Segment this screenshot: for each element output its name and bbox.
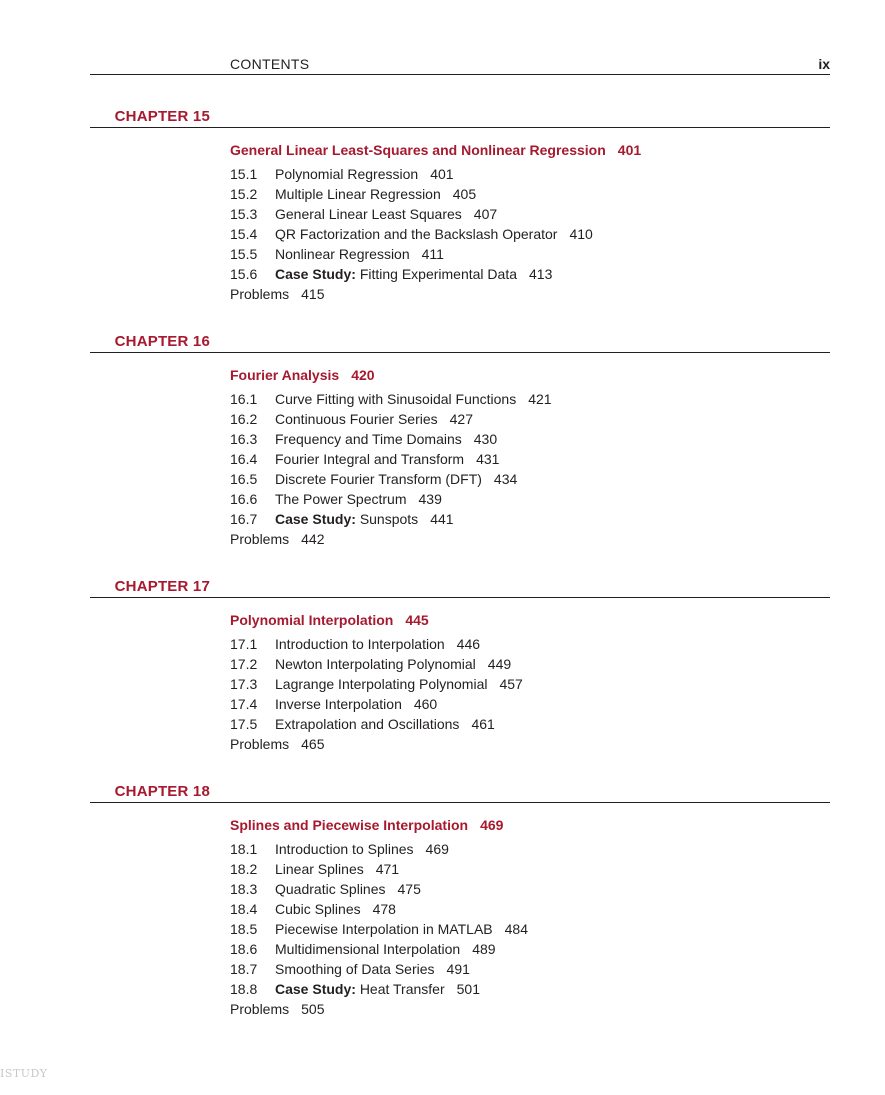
section-title: Piecewise Interpolation in MATLAB <box>275 921 493 937</box>
problems-label: Problems <box>230 286 290 302</box>
problems-page: 465 <box>301 736 325 752</box>
section-entry[interactable] <box>230 244 830 264</box>
chapter-header <box>90 782 830 803</box>
section-entry[interactable] <box>230 959 830 979</box>
section-page: 430 <box>473 431 498 447</box>
chapter-header <box>90 577 830 598</box>
section-number: 15.6 <box>230 266 258 282</box>
chapter-page: 445 <box>405 612 429 628</box>
section-number: 15.2 <box>230 186 258 202</box>
section-page: 405 <box>452 186 477 202</box>
section-page: 401 <box>430 166 454 182</box>
section-entry[interactable] <box>230 409 830 429</box>
problems-entry[interactable] <box>230 529 830 549</box>
problems-entry[interactable] <box>230 999 830 1019</box>
section-number: 18.7 <box>230 961 258 977</box>
section-number: 17.5 <box>230 716 258 732</box>
chapter-title-link[interactable] <box>230 610 830 630</box>
section-number: 18.5 <box>230 921 258 937</box>
section-entry[interactable] <box>230 204 830 224</box>
section-title: Introduction to Interpolation <box>275 636 445 652</box>
section-entry[interactable] <box>230 224 830 244</box>
section-number: 17.3 <box>230 676 258 692</box>
chapter-label: CHAPTER 15 <box>114 108 210 125</box>
section-number: 18.8 <box>230 981 258 997</box>
section-entry[interactable] <box>230 469 830 489</box>
section-entry[interactable] <box>230 839 830 859</box>
section-number: 17.4 <box>230 696 258 712</box>
section-page: 460 <box>413 696 438 712</box>
section-page: 457 <box>499 676 523 692</box>
chapter-page: 420 <box>351 367 375 383</box>
chapter-block <box>90 782 830 1019</box>
section-number: 15.4 <box>230 226 258 242</box>
section-entry[interactable] <box>230 899 830 919</box>
section-entry[interactable] <box>230 879 830 899</box>
chapter-label: CHAPTER 17 <box>114 578 210 595</box>
problems-entry[interactable] <box>230 284 830 304</box>
section-title: Introduction to Splines <box>275 841 414 857</box>
chapter-block <box>90 577 830 754</box>
section-number: 16.1 <box>230 391 258 407</box>
problems-entry[interactable] <box>230 734 830 754</box>
section-title: Sunspots <box>359 511 419 527</box>
section-page: 501 <box>456 981 480 997</box>
section-number: 18.1 <box>230 841 258 857</box>
chapter-title: Splines and Piecewise Interpolation <box>230 817 469 833</box>
section-entry[interactable] <box>230 489 830 509</box>
section-page: 411 <box>421 246 444 262</box>
section-page: 449 <box>487 656 512 672</box>
section-title: Curve Fitting with Sinusoidal Functions <box>275 391 517 407</box>
section-entry[interactable] <box>230 694 830 714</box>
section-number: 18.2 <box>230 861 258 877</box>
section-title: Extrapolation and Oscillations <box>275 716 460 732</box>
section-page: 431 <box>476 451 500 467</box>
section-entry[interactable] <box>230 714 830 734</box>
section-page: 469 <box>425 841 449 857</box>
chapter-title: Fourier Analysis <box>230 367 340 383</box>
section-entry[interactable] <box>230 389 830 409</box>
section-entry[interactable] <box>230 449 830 469</box>
section-title: Fourier Integral and Transform <box>275 451 465 467</box>
section-title: Frequency and Time Domains <box>275 431 462 447</box>
chapter-label: CHAPTER 16 <box>114 333 210 350</box>
section-title: Lagrange Interpolating Polynomial <box>275 676 488 692</box>
section-number: 18.6 <box>230 941 258 957</box>
section-entry[interactable] <box>230 429 830 449</box>
section-list <box>230 634 830 754</box>
section-page: 461 <box>471 716 495 732</box>
section-title: Inverse Interpolation <box>275 696 402 712</box>
section-title: Smoothing of Data Series <box>275 961 435 977</box>
section-title: Multiple Linear Regression <box>275 186 441 202</box>
chapter-header <box>90 107 830 128</box>
section-page: 439 <box>418 491 442 507</box>
section-number: 15.5 <box>230 246 258 262</box>
section-number: 17.2 <box>230 656 258 672</box>
chapter-title-link[interactable] <box>230 815 830 835</box>
section-page: 484 <box>504 921 528 937</box>
running-head-title: CONTENTS <box>230 56 310 72</box>
section-title: Cubic Splines <box>275 901 361 917</box>
section-entry[interactable] <box>230 919 830 939</box>
section-title: Newton Interpolating Polynomial <box>275 656 476 672</box>
page-number: ix <box>818 56 830 72</box>
chapter-title-link[interactable] <box>230 140 830 160</box>
section-page: 441 <box>430 511 454 527</box>
section-title: Linear Splines <box>275 861 364 877</box>
section-title: Fitting Experimental Data <box>359 266 517 282</box>
case-study-prefix: Case Study: <box>275 981 356 997</box>
problems-page: 505 <box>301 1001 325 1017</box>
section-entry[interactable] <box>230 654 830 674</box>
section-number: 18.3 <box>230 881 258 897</box>
section-page: 421 <box>528 391 552 407</box>
section-title: General Linear Least Squares <box>275 206 462 222</box>
section-title: Heat Transfer <box>359 981 445 997</box>
section-page: 427 <box>449 411 473 427</box>
chapter-block <box>90 332 830 549</box>
chapter-label: CHAPTER 18 <box>114 783 210 800</box>
section-title: Discrete Fourier Transform (DFT) <box>275 471 482 487</box>
section-page: 478 <box>372 901 396 917</box>
problems-label: Problems <box>230 531 290 547</box>
section-title: The Power Spectrum <box>275 491 407 507</box>
section-page: 471 <box>375 861 400 877</box>
section-number: 16.7 <box>230 511 258 527</box>
chapter-header <box>90 332 830 353</box>
section-page: 407 <box>473 206 498 222</box>
problems-page: 442 <box>301 531 325 547</box>
section-entry[interactable] <box>230 264 830 284</box>
section-entry[interactable] <box>230 509 830 529</box>
section-number: 18.4 <box>230 901 258 917</box>
section-list <box>230 389 830 549</box>
section-page: 434 <box>493 471 518 487</box>
section-title: QR Factorization and the Backslash Operator <box>275 226 558 242</box>
chapter-block <box>90 107 830 304</box>
section-page: 446 <box>456 636 481 652</box>
section-list <box>230 839 830 1019</box>
section-title: Continuous Fourier Series <box>275 411 438 427</box>
section-page: 410 <box>569 226 593 242</box>
section-title: Nonlinear Regression <box>275 246 410 262</box>
chapter-page: 401 <box>617 142 642 158</box>
chapter-title-link[interactable] <box>230 365 830 385</box>
section-entry[interactable] <box>230 184 830 204</box>
section-entry[interactable] <box>230 674 830 694</box>
section-page: 491 <box>446 961 470 977</box>
section-title: Polynomial Regression <box>275 166 419 182</box>
case-study-prefix: Case Study: <box>275 511 356 527</box>
section-entry[interactable] <box>230 939 830 959</box>
section-entry[interactable] <box>230 164 830 184</box>
section-page: 489 <box>472 941 496 957</box>
section-number: 16.5 <box>230 471 258 487</box>
case-study-prefix: Case Study: <box>275 266 356 282</box>
section-number: 16.6 <box>230 491 258 507</box>
section-number: 15.1 <box>230 166 258 182</box>
problems-label: Problems <box>230 736 290 752</box>
watermark: ISTUDY <box>0 1067 48 1080</box>
problems-label: Problems <box>230 1001 290 1017</box>
section-entry[interactable] <box>230 634 830 654</box>
section-number: 16.3 <box>230 431 258 447</box>
running-head <box>90 56 830 75</box>
section-entry[interactable] <box>230 979 830 999</box>
section-number: 16.2 <box>230 411 258 427</box>
chapter-page: 469 <box>480 817 504 833</box>
section-page: 475 <box>397 881 421 897</box>
section-entry[interactable] <box>230 859 830 879</box>
section-number: 15.3 <box>230 206 258 222</box>
section-page: 413 <box>529 266 553 282</box>
section-list <box>230 164 830 304</box>
chapter-title: Polynomial Interpolation <box>230 612 394 628</box>
section-title: Multidimensional Interpolation <box>275 941 461 957</box>
problems-page: 415 <box>301 286 325 302</box>
section-number: 17.1 <box>230 636 258 652</box>
section-title: Quadratic Splines <box>275 881 386 897</box>
section-number: 16.4 <box>230 451 258 467</box>
chapter-title: General Linear Least-Squares and Nonlinear Regression <box>230 142 606 158</box>
